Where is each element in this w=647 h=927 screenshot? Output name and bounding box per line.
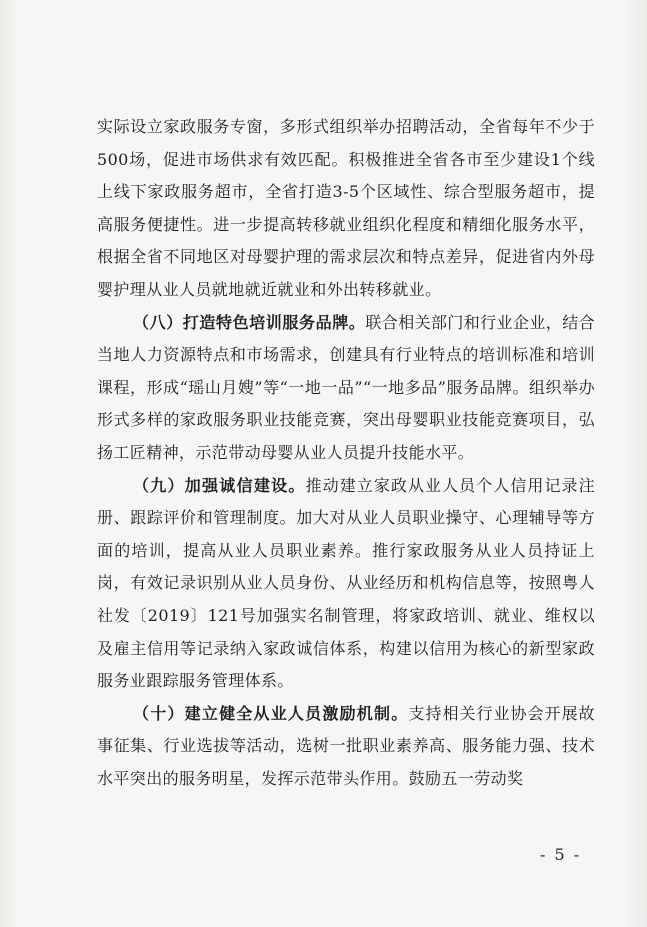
document-body (97, 111, 595, 795)
paragraph-section-9 (97, 470, 595, 698)
paragraph-continuation (97, 111, 595, 307)
paragraph-text: 联合相关部门和行业企业，结合当地人力资源特点和市场需求，创建具有行业特点的培训标准和培训课程，形成“瑶山月嫂”等“一地一品”“一地多品”服务品牌。组织举办形式多样的家政服务职业技能竞赛，突出母婴职业技能竞赛项目，弘扬工匠精神，示范带动母婴从业人员提升技能水平。 (97, 312, 596, 462)
paragraph-section-10 (97, 698, 595, 796)
section-heading: （十）建立健全从业人员激励机制。 (133, 703, 409, 723)
paragraph-text: 推动建立家政从业人员个人信用记录注册、跟踪评价和管理制度。加大对从业人员职业操守、心理辅导等方面的培训，提高从业人员职业素养。推行家政服务从业人员持证上岗，有效记录识别从业人员身份、从业经历和机构信息等，按照粤人社发〔2019〕121号加强实名制管理，将家政培训、就业、维权以及雇主信用等记录纳入家政诚信体系，构建以信用为核心的新型家政服务业跟踪服务管理体系。 (97, 475, 595, 691)
section-heading: （九）加强诚信建设。 (133, 475, 306, 495)
paragraph-text: 支持相关行业协会开展故事征集、行业选拔等活动，选树一批职业素养高、服务能力强、技术水平突出的服务明星，发挥示范带头作用。鼓励五一劳动奖 (97, 703, 595, 788)
section-heading: （八）打造特色培训服务品牌。 (133, 312, 366, 332)
page-number: - 5 - (540, 845, 582, 864)
paragraph-text: 实际设立家政服务专窗，多形式组织举办招聘活动，全省每年不少于500场，促进市场供求有效匹配。积极推进全省各市至少建设1个线上线下家政服务超市，全省打造3-5个区域性、综合型服务超市，提高服务便捷性。进一步提高转移就业组织化程度和精细化服务水平，根据全省不同地区对母婴护理的需求层次和特点差异，促进省内外母婴护理从业人员就地就近就业和外出转移就业。 (97, 117, 595, 299)
paragraph-section-8 (97, 307, 595, 470)
